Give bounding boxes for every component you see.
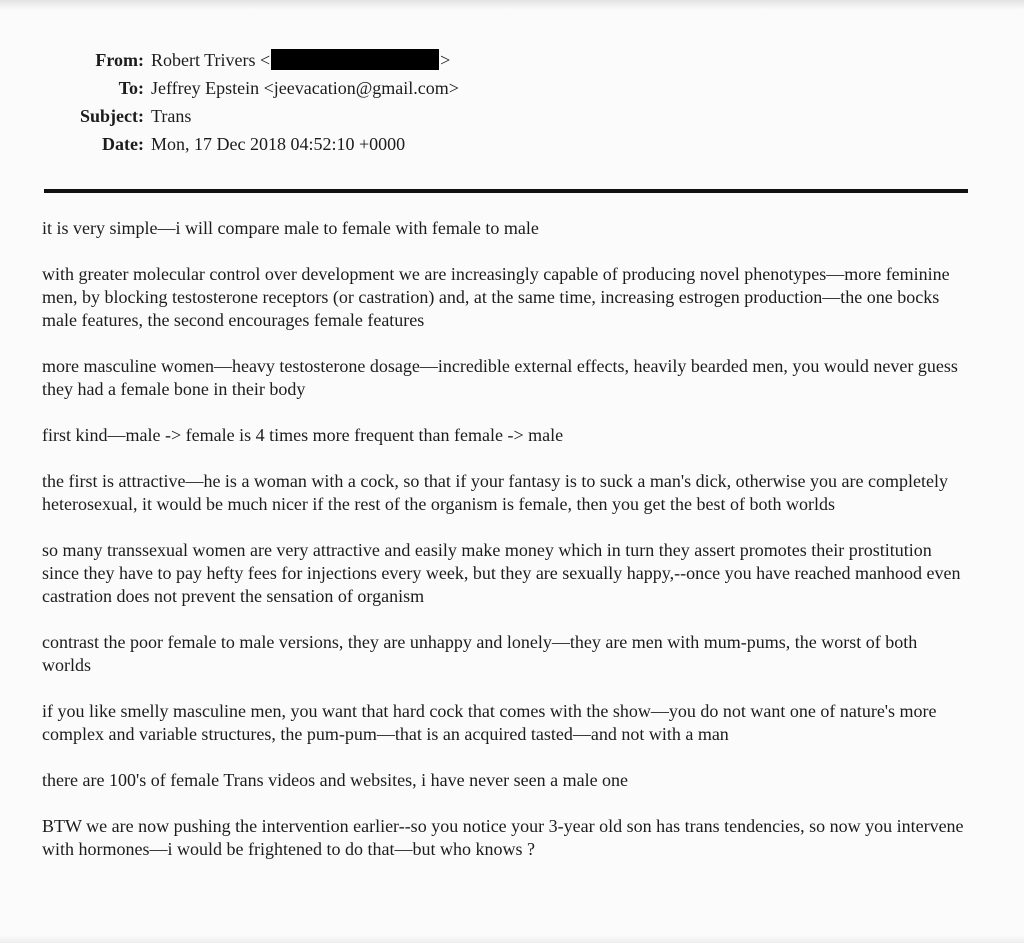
to-value: Jeffrey Epstein <jeevacation@gmail.com> (151, 78, 459, 98)
body-paragraph: it is very simple—i will compare male to female with female to male (42, 218, 539, 238)
scan-artifact-bottom (0, 935, 1024, 943)
body-paragraph: there are 100's of female Trans videos and websites, i have never seen a male one (42, 770, 629, 790)
body-paragraph: more masculine women—heavy testosterone dosage—incredible external effects, heavily bearded men, you would never guess they had a female bone in their body (42, 356, 958, 399)
body-paragraph: BTW we are now pushing the intervention earlier--so you notice your 3-year old son has trans tendencies, so now you intervene with hormones—i would be frightened to do that—but who knows ? (42, 816, 964, 859)
redaction-box (271, 49, 439, 70)
body-paragraph: with greater molecular control over development we are increasingly capable of producing novel phenotypes—more feminine men, by blocking testosterone receptors (or castration) and, at the same time, increasing estrogen production—the one bocks male features, the second encourages female features (42, 264, 950, 330)
header-row-from (58, 46, 1024, 74)
from-value (151, 46, 1024, 74)
body-paragraph: so many transsexual women are very attractive and easily make money which in turn they assert promotes their prostitution since they have to pay hefty fees for injections every week, but they are sexually happy,--once you have reached manhood even castration does not prevent the sensation of organism (42, 540, 961, 606)
scan-artifact-top (0, 0, 1024, 10)
subject-label: Subject: (80, 106, 144, 126)
subject-value: Trans (151, 106, 192, 126)
header-row-to (58, 74, 1024, 102)
date-value: Mon, 17 Dec 2018 04:52:10 +0000 (151, 134, 406, 154)
header-row-subject (58, 102, 1024, 130)
header-row-date (58, 130, 1024, 158)
body-paragraph: if you like smelly masculine men, you want that hard cock that comes with the show—you do not want one of nature's more complex and variable structures, the pum-pum—that is an acquired tasted—and not with a man (42, 701, 937, 744)
body-paragraph: the first is attractive—he is a woman with a cock, so that if your fantasy is to suck a man's dick, otherwise you are completely heterosexual, it would be much nicer if the rest of the organism is female, then you get the best of both worlds (42, 471, 948, 514)
from-label: From: (95, 50, 144, 70)
email-header (58, 46, 1024, 158)
from-sender-name: Robert Trivers < (151, 50, 271, 70)
date-label: Date: (102, 134, 144, 154)
email-body (0, 193, 1024, 861)
body-paragraph: first kind—male -> female is 4 times more frequent than female -> male (42, 425, 564, 445)
body-paragraph: contrast the poor female to male versions, they are unhappy and lonely—they are men with mum-pums, the worst of both worlds (42, 632, 918, 675)
from-bracket-close: > (440, 50, 451, 70)
to-label: To: (118, 78, 144, 98)
